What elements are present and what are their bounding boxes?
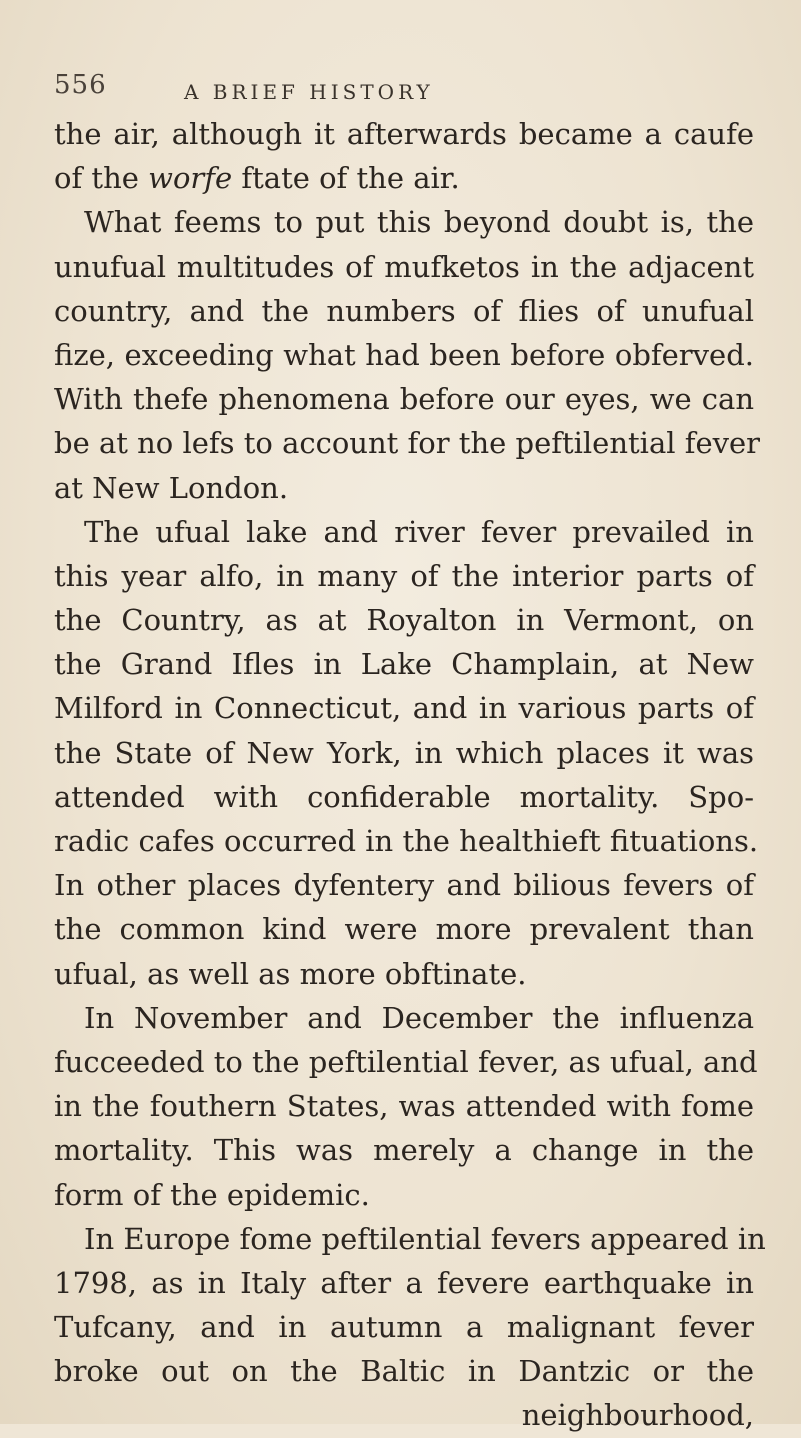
- text-line-23: in the fouthern States, was attended with fome: [54, 1089, 754, 1124]
- page-header: [54, 70, 754, 110]
- running-head: A BRIEF HISTORY: [184, 80, 434, 104]
- text-line-22: fucceeded to the peftilential fever, as ufual, and: [54, 1044, 758, 1079]
- text-line-25: form of the epidemic.: [54, 1177, 370, 1212]
- text-line-24: mortality. This was merely a change in the: [54, 1133, 754, 1168]
- text-line-2: [54, 156, 754, 200]
- text-line-5: country, and the numbers of flies of unufual: [54, 293, 754, 328]
- italic-word: worfe: [148, 161, 233, 196]
- text-line-2-start: of the: [54, 161, 149, 196]
- text-line-26: In Europe fome peftilential fevers appeared in: [84, 1221, 766, 1256]
- text-line-3: What feems to put this beyond doubt is, the: [84, 205, 754, 240]
- text-line-17: radic cafes occurred in the healthieft fituations.: [54, 824, 759, 858]
- text-line-9: at New London.: [54, 470, 289, 505]
- text-line-27: 1798, as in Italy after a fevere earthquake in: [54, 1265, 754, 1300]
- text-line-15: the State of New York, in which places it was: [54, 735, 754, 770]
- text-line-18: In other places dyfentery and bilious fevers of: [54, 868, 754, 903]
- text-line-8: be at no lefs to account for the peftilential fever: [54, 426, 761, 461]
- text-line-4: unufual multitudes of mufketos in the adjacent: [54, 249, 754, 284]
- text-line-2-end: ftate of the air.: [232, 161, 460, 196]
- text-line-1: the air, although it afterwards became a caufe: [54, 117, 754, 151]
- text-line-19: the common kind were more prevalent than: [54, 912, 754, 947]
- page-number: 556: [54, 70, 107, 100]
- text-line-12: the Country, as at Royalton in Vermont, on: [54, 603, 754, 638]
- text-line-30: neighbourhood,: [521, 1398, 754, 1433]
- text-line-28: Tufcany, and in autumn a malignant fever: [54, 1310, 754, 1345]
- text-line-7: With thefe phenomena before our eyes, we can: [54, 382, 754, 417]
- text-line-13: the Grand Ifles in Lake Champlain, at New: [54, 647, 754, 682]
- text-line-11: this year alfo, in many of the interior parts of: [54, 558, 754, 593]
- text-line-21: In November and December the influenza: [84, 1000, 754, 1035]
- text-line-14: Milford in Connecticut, and in various parts of: [54, 691, 754, 726]
- body-text: [54, 112, 766, 1438]
- text-line-6: fize, exceeding what had been before obferved.: [54, 337, 754, 372]
- text-line-20: ufual, as well as more obftinate.: [54, 956, 527, 991]
- text-line-16: attended with confiderable mortality. Spo-: [54, 779, 754, 814]
- text-line-29: broke out on the Baltic in Dantzic or the: [54, 1354, 754, 1389]
- text-line-10: The ufual lake and river fever prevailed in: [84, 514, 754, 549]
